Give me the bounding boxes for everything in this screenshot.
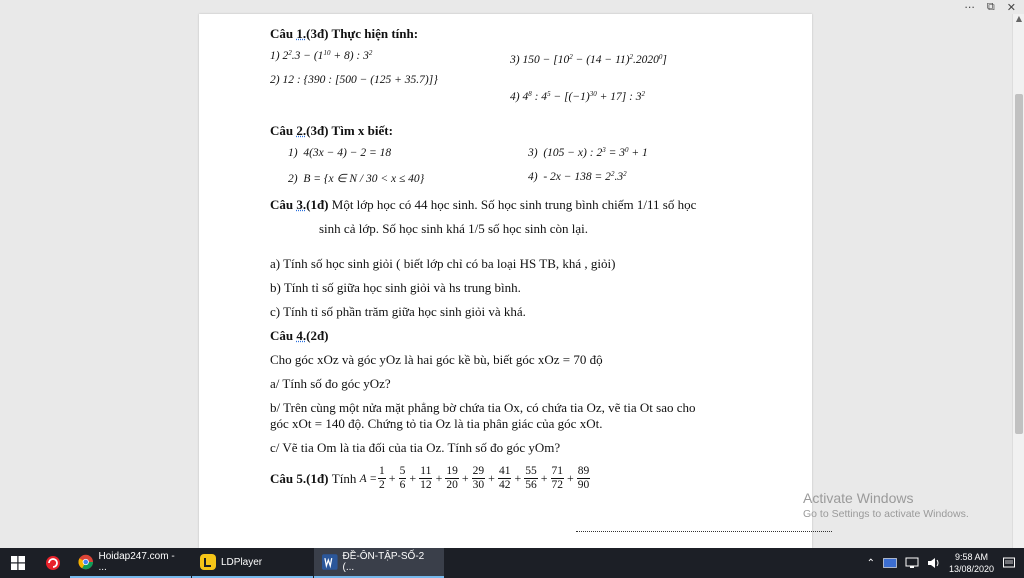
volume-icon[interactable] xyxy=(927,557,941,569)
ldplayer-icon xyxy=(200,554,216,570)
q4-part-b-line-2: góc xOt = 140 độ. Chứng tỏ tia Oz là tia phân giác của góc xOt. xyxy=(270,416,603,431)
q4-part-a: a/ Tính số đo góc yOz? xyxy=(270,376,391,391)
start-button[interactable] xyxy=(0,548,36,578)
expr-exponent: 3 xyxy=(602,146,606,154)
q1-heading xyxy=(270,26,418,42)
fraction xyxy=(577,465,591,492)
q1-expr-4 xyxy=(510,91,645,103)
q3-part-b: b) Tính tỉ số giữa học sinh giỏi và hs trung bình. xyxy=(270,280,521,295)
plus-sign: + xyxy=(409,471,417,485)
q1-expr-1 xyxy=(270,50,372,62)
expr-number: 1) xyxy=(270,50,280,62)
taskbar-app-chrome[interactable] xyxy=(70,548,191,578)
expr-number: 2) xyxy=(288,173,298,185)
fraction xyxy=(498,465,512,492)
denominator: 72 xyxy=(551,479,563,491)
q5-a-equals: A = xyxy=(359,472,378,485)
garena-app-button[interactable] xyxy=(36,548,70,578)
denominator: 6 xyxy=(399,479,406,491)
watermark-title: Activate Windows xyxy=(803,490,914,506)
q5-label: Câu 5.(1đ) xyxy=(270,470,329,486)
q4-part-b-line-1: b/ Trên cùng một nửa mặt phẳng bờ chứa tia Ox, có chứa tia Oz, vẽ tia Ot sao cho xyxy=(270,400,696,415)
expr-exponent: 2 xyxy=(641,90,646,98)
numerator: 71 xyxy=(551,465,563,477)
fraction xyxy=(472,465,486,492)
plus-sign: + xyxy=(388,471,396,485)
q2-title: Tìm x biết: xyxy=(328,123,393,138)
expr-part: + 1 xyxy=(628,147,648,159)
q3-part-a: a) Tính số học sinh giỏi ( biết lớp chỉ có ba loại HS TB, khá , giỏi) xyxy=(270,256,616,271)
numerator: 29 xyxy=(472,465,485,477)
taskbar xyxy=(0,548,1024,578)
close-icon[interactable]: ✕ xyxy=(1006,0,1016,14)
q3-line-2: sinh cả lớp. Số học sinh khá 1/5 số học sinh còn lại. xyxy=(319,221,589,236)
plus-sign: + xyxy=(461,471,469,485)
expr-exponent: 2 xyxy=(368,49,373,57)
q2-expr-1 xyxy=(288,147,391,159)
watermark-subtitle: Go to Settings to activate Windows. xyxy=(803,508,969,520)
expr-part: = 3 xyxy=(605,147,625,159)
q3-part-c: c) Tính tỉ số phần trăm giữa học sinh giỏi và khá. xyxy=(270,304,526,319)
q4-intro: Cho góc xOz và góc yOz là hai góc kề bù, biết góc xOz = 70 độ xyxy=(270,352,603,367)
garena-icon xyxy=(45,555,61,571)
expr-exponent: 2 xyxy=(623,170,627,178)
denominator: 42 xyxy=(498,479,511,491)
q4-num: 4. xyxy=(296,328,307,343)
plus-sign: + xyxy=(435,471,443,485)
fraction xyxy=(419,465,433,492)
word-icon xyxy=(322,554,338,570)
q2-expr-2 xyxy=(288,171,424,185)
windows-logo-icon xyxy=(11,556,25,570)
expr-part: 150 − [10 xyxy=(522,54,570,66)
numerator: 41 xyxy=(498,465,511,477)
expr-number: 3) xyxy=(510,54,520,66)
expr-exponent: 2 xyxy=(629,53,634,61)
more-icon[interactable]: ··· xyxy=(964,0,975,14)
vertical-scrollbar[interactable] xyxy=(1012,14,1024,548)
q4-label: Câu xyxy=(270,328,294,343)
denominator: 30 xyxy=(472,479,485,491)
scroll-up-icon[interactable]: ▲ xyxy=(1015,14,1023,23)
expr-exponent: 5 xyxy=(547,90,551,98)
plus-sign: + xyxy=(540,471,548,485)
system-tray xyxy=(867,548,1024,578)
q3-points: (1đ) xyxy=(306,197,329,212)
plus-sign: + xyxy=(567,471,574,485)
expr-number: 4) xyxy=(528,171,538,183)
q3-text: Một lớp học có 44 học sinh. Số học sinh trung bình chiếm 1/11 số học xyxy=(328,197,697,212)
expr-exponent: 0 xyxy=(658,53,663,61)
q1-num: 1. xyxy=(296,26,307,41)
scroll-thumb[interactable] xyxy=(1015,94,1023,434)
taskbar-app-word[interactable] xyxy=(314,548,444,578)
chevron-up-icon[interactable]: ⌃ xyxy=(866,557,875,569)
expr-part: .2020 xyxy=(633,54,659,66)
expr-part: B = {x ∈ N / 30 < x ≤ 40} xyxy=(303,173,425,185)
q2-num: 2. xyxy=(296,123,307,138)
q4-points: (2đ) xyxy=(306,328,329,343)
expr-number: 3) xyxy=(528,147,538,159)
q3-line-1 xyxy=(270,197,696,213)
q3-num: 3. xyxy=(296,197,307,212)
q1-title: Thực hiện tính: xyxy=(328,26,419,41)
expr-part: 4 xyxy=(522,91,529,103)
dotted-line xyxy=(576,531,832,532)
q1-expr-3 xyxy=(510,54,667,66)
expr-exponent: 2 xyxy=(569,53,573,61)
clock-date: 13/08/2020 xyxy=(948,564,994,574)
taskbar-app-label: ĐỀ-ÔN-TẬP-SỐ-2 (... xyxy=(342,551,425,573)
numerator: 19 xyxy=(446,465,458,477)
fraction xyxy=(399,465,407,492)
q5-line xyxy=(270,465,591,492)
network-icon[interactable] xyxy=(905,557,919,569)
notification-icon[interactable] xyxy=(1002,556,1016,570)
chrome-icon xyxy=(78,554,94,570)
fraction xyxy=(445,465,459,492)
expr-part: + 8) : 3 xyxy=(330,50,369,62)
numerator: 1 xyxy=(379,465,385,477)
keyboard-icon[interactable] xyxy=(883,557,897,569)
expr-part: 2 xyxy=(282,50,289,62)
q2-points: (3đ) xyxy=(306,123,329,138)
expr-exponent: 8 xyxy=(528,90,532,98)
clock-time: 9:58 AM xyxy=(954,552,988,562)
q2-label: Câu xyxy=(270,123,294,138)
q2-expr-4 xyxy=(528,171,627,183)
expr-part: − [(−1) xyxy=(550,91,590,103)
clock[interactable] xyxy=(949,551,994,575)
fraction xyxy=(551,465,565,492)
expr-exponent: 10 xyxy=(323,49,331,57)
q1-points: (3đ) xyxy=(306,26,329,41)
denominator: 56 xyxy=(525,479,537,491)
numerator: 11 xyxy=(420,465,432,477)
q4-part-c: c/ Vẽ tia Om là tia đối của tia Oz. Tính số đo góc yOm? xyxy=(270,440,561,455)
expr-part: .3 − (1 xyxy=(291,50,324,62)
q2-expr-3 xyxy=(528,147,648,159)
activate-windows-watermark xyxy=(803,490,969,520)
numerator: 55 xyxy=(525,465,537,477)
expr-exponent: 0 xyxy=(624,146,629,154)
taskbar-app-label: Hoidap247.com - ... xyxy=(98,551,175,573)
expr-number: 2) xyxy=(270,74,280,86)
expr-part: − (14 − 11) xyxy=(572,54,630,66)
expr-number: 1) xyxy=(288,147,298,159)
plus-sign: + xyxy=(514,471,522,485)
expr-part: .3 xyxy=(614,171,624,183)
fraction xyxy=(378,465,386,492)
q3-label: Câu xyxy=(270,197,294,212)
taskbar-app-ldplayer[interactable] xyxy=(192,548,313,578)
denominator: 2 xyxy=(379,479,385,491)
q5-tinh: Tính xyxy=(331,470,357,486)
q2-heading xyxy=(270,123,393,139)
expr-part: (105 − x) : 2 xyxy=(543,147,603,159)
expr-part: + 17] : 3 xyxy=(596,91,642,103)
denominator: 20 xyxy=(446,479,458,491)
q1-expr-2 xyxy=(270,74,438,86)
numerator: 5 xyxy=(399,465,406,477)
taskbar-app-label: LDPlayer xyxy=(221,556,263,568)
expr-part: 4(3x − 4) − 2 = 18 xyxy=(303,147,392,159)
expr-part: : 4 xyxy=(531,91,548,103)
expr-part: 12 : {390 : [500 − (125 + 35.7)]} xyxy=(282,74,438,86)
q1-label: Câu xyxy=(270,26,294,41)
document-page xyxy=(199,14,812,548)
denominator: 90 xyxy=(577,479,590,491)
expr-number: 4) xyxy=(510,91,520,103)
fraction xyxy=(524,465,538,492)
expr-exponent: 30 xyxy=(589,90,597,98)
window-controls xyxy=(944,0,1024,14)
expr-exponent: 2 xyxy=(610,170,615,178)
q5-fraction-sum xyxy=(377,465,591,492)
plus-sign: + xyxy=(488,471,495,485)
expr-exponent: 2 xyxy=(288,49,292,57)
denominator: 12 xyxy=(420,479,432,491)
q4-heading xyxy=(270,328,329,344)
expr-part: ] xyxy=(662,54,667,66)
expr-part: - 2x − 138 = 2 xyxy=(543,171,611,183)
restore-icon[interactable]: ⧉ xyxy=(986,0,995,13)
numerator: 89 xyxy=(577,465,590,477)
